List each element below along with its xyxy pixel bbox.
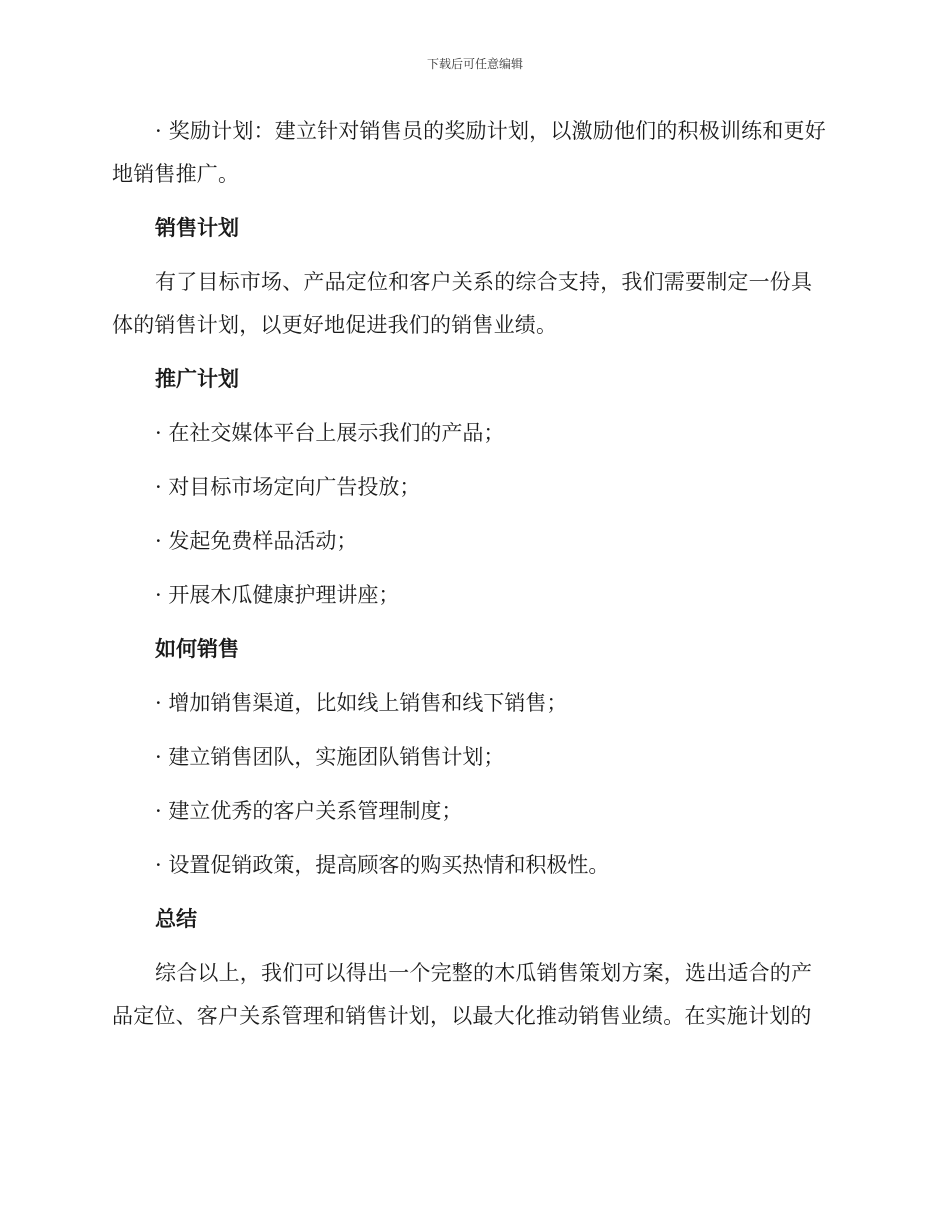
heading-sales-plan: 销售计划 — [155, 216, 239, 240]
list-item: · 发起免费样品活动； — [155, 529, 358, 553]
paragraph-summary: 综合以上，我们可以得出一个完整的木瓜销售策划方案，选出适合的产品定位、客户关系管理和销售计划，以最大化推动销售业绩。在实施计划的 — [112, 961, 813, 1028]
list-item: · 对目标市场定向广告投放； — [155, 475, 421, 499]
list-item: · 设置促销政策，提高顾客的购买热情和积极性。 — [155, 853, 610, 877]
heading-how-to-sell: 如何销售 — [155, 637, 239, 661]
list-item: · 建立优秀的客户关系管理制度； — [155, 799, 463, 823]
list-item: · 增加销售渠道，比如线上销售和线下销售； — [155, 691, 568, 715]
list-item: · 建立销售团队，实施团队销售计划； — [155, 745, 505, 769]
heading-promotion-plan: 推广计划 — [155, 367, 239, 391]
list-item: · 在社交媒体平台上展示我们的产品； — [155, 421, 505, 445]
heading-summary: 总结 — [155, 907, 197, 931]
document-body — [112, 110, 832, 1049]
list-item: · 开展木瓜健康护理讲座； — [155, 583, 400, 607]
paragraph-reward-plan: · 奖励计划：建立针对销售员的奖励计划，以激励他们的积极训练和更好地销售推广。 — [112, 119, 826, 186]
paragraph-sales-plan: 有了目标市场、产品定位和客户关系的综合支持，我们需要制定一份具体的销售计划，以更好地促进我们的销售业绩。 — [112, 270, 813, 337]
page-header: 下载后可任意编辑 — [426, 57, 523, 71]
